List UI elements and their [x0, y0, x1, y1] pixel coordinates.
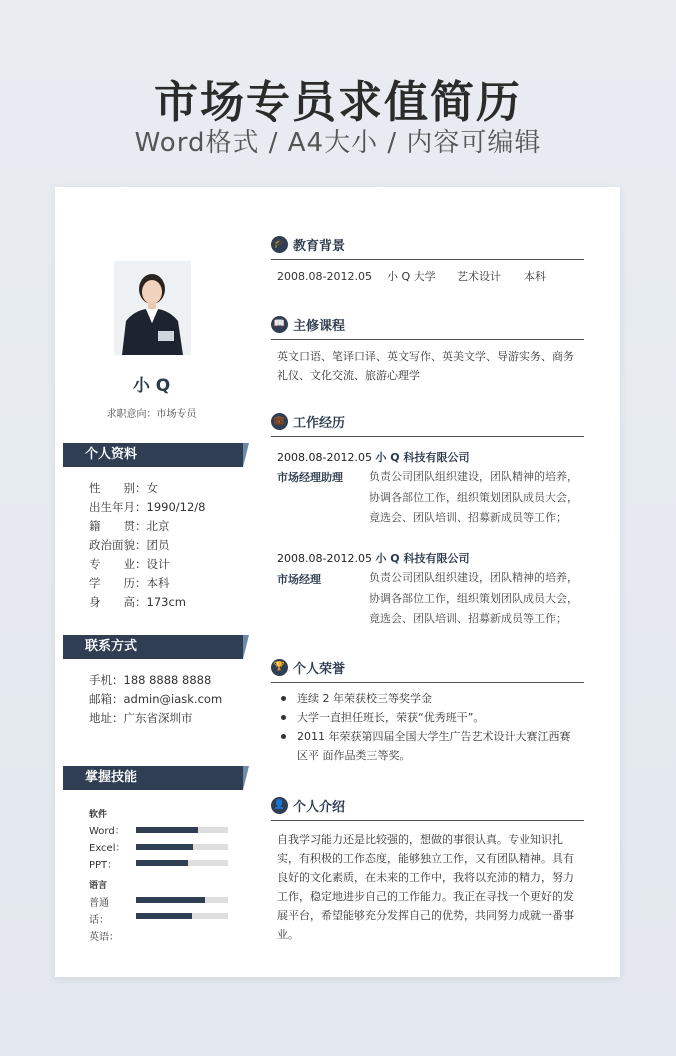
skill-bar — [136, 827, 228, 833]
page-subtitle: Word格式 / A4大小 / 内容可编辑 — [134, 128, 542, 158]
education-degree: 本科 — [524, 270, 546, 283]
skill-label: 话： — [89, 915, 109, 926]
skill-bar-fill — [136, 860, 188, 866]
software-heading: 软件 — [89, 810, 108, 820]
education-period: 2008.08-2012.05 — [277, 270, 372, 283]
skill-bar — [136, 897, 228, 903]
skill-bar — [136, 860, 228, 866]
honor-item: 连续 2 年荣获校三等奖学金 — [279, 689, 579, 708]
graduation-cap-icon: 🎓 — [271, 236, 288, 253]
job-company: 小 Q 科技有限公司 — [375, 451, 470, 464]
personal-row: 籍 贯：北京 — [89, 519, 170, 533]
personal-row: 专 业：设计 — [89, 557, 170, 571]
language-heading: 语言 — [89, 881, 108, 891]
job-period-line — [277, 550, 469, 566]
person-avatar-icon — [114, 261, 191, 355]
personal-row: 性 别：女 — [89, 481, 158, 495]
education-major: 艺术设计 — [457, 270, 501, 283]
intro-title: 个人介绍 — [293, 800, 346, 815]
honor-item: 2011 年荣获第四届全国大学生广告艺术设计大赛江西赛区平 面作品类三等奖。 — [279, 727, 579, 765]
page-title: 市场专员求值简历 — [154, 77, 522, 128]
resume-sheet — [55, 187, 620, 977]
personal-row: 身 高：173cm — [89, 595, 186, 609]
skill-bar — [136, 844, 228, 850]
personal-row: 政治面貌：团员 — [89, 538, 170, 552]
job-period: 2008.08-2012.05 — [277, 451, 372, 464]
job-description: 负责公司团队组织建设，团队精神的培养，协调各部位工作，组织策划团队成员大会，竟选会、团队培训、招募新成员等工作； — [369, 571, 578, 625]
skill-label: 普通 — [89, 898, 109, 909]
personal-row: 出生年月：1990/12/8 — [89, 500, 206, 514]
intro-text: 自我学习能力还是比较强的，想做的事很认真。专业知识扎实，有积极的工作态度，能够独立工作，又有团队精神。具有良好的文化素质，在未来的工作中，我将以充沛的精力，努力工作，稳定地进步自己的工作能力。我正在寻找一个更好的发展平台，希望能够充分发挥自己的优势，共同努力成就一番事业。 — [277, 833, 574, 941]
courses-text: 英文口语、笔译口译、英文写作、英美文学、导游实务、商务礼仪、文化交流、旅游心理学 — [277, 350, 574, 382]
candidate-name: 小 Q — [132, 376, 171, 396]
skill-label: PPT： — [89, 860, 118, 871]
education-title: 教育背景 — [293, 239, 346, 254]
profile-photo — [114, 261, 191, 355]
honors-section-header — [271, 655, 584, 683]
job-intent: 求职意向：市场专员 — [106, 409, 197, 420]
skill-bar-fill — [136, 844, 193, 850]
skill-label: 英语： — [89, 932, 119, 943]
education-section-header — [271, 232, 584, 260]
skill-bar-fill — [136, 827, 198, 833]
skill-label: Excel： — [89, 843, 126, 854]
trophy-icon: 🏆 — [271, 659, 288, 676]
briefcase-icon: 💼 — [271, 413, 288, 430]
contact-address: 地址：广东省深圳市 — [89, 711, 193, 725]
job-period-line — [277, 449, 469, 465]
skill-bar-fill — [136, 897, 205, 903]
person-icon: 👤 — [271, 797, 288, 814]
contact-header: 联系方式 — [63, 635, 243, 659]
skill-bar — [136, 913, 228, 919]
intro-section-header — [271, 793, 584, 821]
honors-title: 个人荣誉 — [293, 662, 346, 677]
skills-header: 掌握技能 — [63, 766, 243, 790]
work-title: 工作经历 — [293, 416, 346, 431]
skill-label: Word： — [89, 826, 125, 837]
personal-row: 学 历：本科 — [89, 576, 170, 590]
job-position: 市场经理助理 — [277, 471, 343, 484]
contact-phone: 手机：188 8888 8888 — [89, 673, 212, 687]
job-company: 小 Q 科技有限公司 — [375, 552, 470, 565]
job-description: 负责公司团队组织建设，团队精神的培养，协调各部位工作，组织策划团队成员大会，竟选会、团队培训、招募新成员等工作； — [369, 470, 578, 524]
work-section-header — [271, 409, 584, 437]
job-period: 2008.08-2012.05 — [277, 552, 372, 565]
skill-bar-fill — [136, 913, 192, 919]
contact-email: 邮箱：admin@iask.com — [89, 692, 223, 706]
job-position: 市场经理 — [277, 573, 321, 586]
courses-title: 主修课程 — [293, 319, 346, 334]
education-school: 小 Q 大学 — [387, 270, 436, 283]
courses-section-header — [271, 312, 584, 340]
book-icon: 📖 — [271, 316, 288, 333]
personal-info-header: 个人资料 — [63, 443, 243, 467]
honor-item: 大学一直担任班长，荣获“优秀班干”。 — [279, 708, 579, 727]
